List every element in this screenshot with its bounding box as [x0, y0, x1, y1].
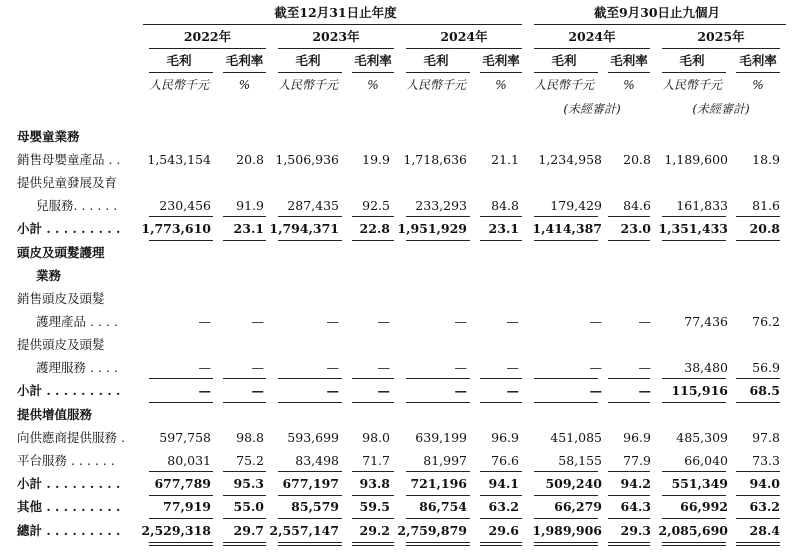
subtotal-rule [480, 216, 522, 217]
total-label: 總計 . . . . . . . . . [17, 523, 121, 538]
subtotal-value-cell: — [251, 383, 264, 398]
subtotal-rule [223, 402, 266, 403]
others-value-cell: 86,754 [419, 499, 467, 514]
value-cell: 161,833 [676, 198, 728, 213]
subtotal-rule [480, 495, 522, 496]
col-rule [406, 72, 470, 73]
row-label: 護理服務 . . . . [36, 360, 118, 375]
unit-percent: % [752, 78, 764, 92]
subtotal-value-cell: 115,916 [671, 383, 728, 398]
subtotal-value-cell: — [638, 383, 651, 398]
year-header: 2023年 [312, 29, 360, 44]
col-rule [278, 72, 342, 73]
value-cell: 76.2 [752, 314, 780, 329]
value-cell: 77,436 [684, 314, 728, 329]
unit-currency: 人民幣千元 [148, 78, 209, 92]
col-rule [534, 72, 598, 73]
subtotal-rule [534, 378, 598, 379]
value-cell: 485,309 [676, 430, 728, 445]
value-cell: — [198, 314, 211, 329]
row-label: 提供頭皮及頭髮 [17, 337, 105, 352]
total-double-rule [534, 542, 598, 546]
subtotal-rule [662, 378, 726, 379]
total-value-cell: 2,759,879 [397, 523, 467, 538]
subtotal-value-cell: — [198, 383, 211, 398]
header-rule [143, 24, 522, 25]
subtotal-value-cell: 23.1 [488, 221, 519, 236]
others-rule [662, 518, 726, 519]
row-label: 護理產品 . . . . [36, 314, 118, 329]
others-value-cell: 77,919 [163, 499, 211, 514]
total-double-rule [149, 542, 213, 546]
others-rule [608, 518, 650, 519]
total-double-rule [223, 542, 266, 546]
value-cell: — [198, 360, 211, 375]
subtotal-rule [278, 378, 342, 379]
subtotal-rule [406, 495, 470, 496]
subtotal-rule [406, 378, 470, 379]
subtotal-rule [608, 495, 650, 496]
col-gross-profit: 毛利 [551, 53, 577, 68]
subtotal-value-cell: 1,773,610 [141, 221, 211, 236]
value-cell: 96.9 [491, 430, 519, 445]
others-value-cell: 55.0 [233, 499, 264, 514]
value-cell: 21.1 [491, 152, 519, 167]
col-margin: 毛利率 [354, 53, 392, 68]
subtotal-value-cell: — [377, 383, 390, 398]
value-cell: 80,031 [167, 453, 211, 468]
subtotal-rule [662, 495, 726, 496]
subtotal-rule [534, 471, 598, 472]
col-rule [736, 72, 780, 73]
subtotal-label: 小計 . . . . . . . . . [17, 476, 121, 491]
others-rule [480, 518, 522, 519]
year-rule [662, 48, 780, 49]
subtotal-rule [608, 216, 650, 217]
value-cell: — [454, 360, 467, 375]
subtotal-rule [608, 240, 650, 241]
value-cell: 18.9 [752, 152, 780, 167]
unit-currency: 人民幣千元 [277, 78, 338, 92]
section-title: 頭皮及頭髮護理 [17, 245, 105, 260]
subtotal-rule [278, 216, 342, 217]
value-cell: 56.9 [752, 360, 780, 375]
subtotal-rule [736, 402, 780, 403]
row-label: 兒服務. . . . . . [36, 198, 118, 213]
subtotal-rule [736, 240, 780, 241]
value-cell: 91.9 [236, 198, 264, 213]
others-value-cell: 59.5 [359, 499, 390, 514]
subtotal-value-cell: 1,414,387 [532, 221, 602, 236]
subtotal-rule [406, 471, 470, 472]
subtotal-rule [534, 240, 598, 241]
subtotal-rule [223, 378, 266, 379]
row-label: 提供兒童發展及育 [17, 175, 118, 190]
unit-currency: 人民幣千元 [533, 78, 594, 92]
unit-percent: % [623, 78, 635, 92]
value-cell: 233,293 [415, 198, 467, 213]
total-double-rule [480, 542, 522, 546]
subtotal-rule [278, 471, 342, 472]
subtotal-rule [352, 495, 394, 496]
value-cell: 179,429 [550, 198, 602, 213]
subtotal-rule [736, 471, 780, 472]
subtotal-rule [352, 216, 394, 217]
subtotal-rule [223, 495, 266, 496]
unit-percent: % [495, 78, 507, 92]
value-cell: 81.6 [752, 198, 780, 213]
subtotal-value-cell: 1,794,371 [269, 221, 339, 236]
section-title: 母嬰童業務 [17, 129, 80, 144]
col-rule [223, 72, 266, 73]
subtotal-rule [352, 471, 394, 472]
subtotal-rule [480, 378, 522, 379]
others-value-cell: 64.3 [620, 499, 651, 514]
year-header: 2025年 [697, 29, 745, 44]
others-rule [352, 518, 394, 519]
year-rule [534, 48, 650, 49]
value-cell: — [251, 314, 264, 329]
col-rule [662, 72, 726, 73]
total-value-cell: 2,085,690 [658, 523, 728, 538]
subtotal-value-cell: 721,196 [410, 476, 467, 491]
col-margin: 毛利率 [225, 53, 264, 68]
subtotal-value-cell: 509,240 [545, 476, 602, 491]
subtotal-value-cell: — [589, 383, 602, 398]
subtotal-rule [278, 495, 342, 496]
year-rule [149, 48, 266, 49]
subtotal-rule [406, 240, 470, 241]
value-cell: 230,456 [159, 198, 211, 213]
row-label: 平台服務 . . . . . . [17, 453, 115, 468]
year-header: 2024年 [568, 29, 616, 44]
subtotal-rule [406, 216, 470, 217]
subtotal-rule [223, 216, 266, 217]
subtotal-value-cell: 93.8 [359, 476, 390, 491]
subtotal-rule [149, 240, 213, 241]
subtotal-rule [608, 402, 650, 403]
col-margin: 毛利率 [482, 53, 520, 68]
subtotal-value-cell: — [454, 383, 467, 398]
value-cell: 97.8 [752, 430, 780, 445]
header-rule [534, 24, 786, 25]
year-header: 2022年 [183, 29, 232, 44]
col-rule [352, 72, 394, 73]
subtotal-rule [736, 216, 780, 217]
total-value-cell: 29.6 [488, 523, 519, 538]
subtotal-rule [149, 378, 213, 379]
subtotal-rule [534, 495, 598, 496]
others-value-cell: 66,279 [554, 499, 602, 514]
subtotal-label: 小計 . . . . . . . . . [17, 383, 121, 398]
others-rule [149, 518, 213, 519]
subtotal-value-cell: — [506, 383, 519, 398]
value-cell: — [638, 360, 651, 375]
subtotal-rule [736, 495, 780, 496]
value-cell: 83,498 [295, 453, 339, 468]
value-cell: — [506, 360, 519, 375]
subtotal-rule [278, 402, 342, 403]
total-value-cell: 2,529,318 [141, 523, 211, 538]
total-double-rule [406, 542, 470, 546]
col-margin: 毛利率 [610, 53, 648, 68]
value-cell: 92.5 [362, 198, 390, 213]
value-cell: 1,506,936 [275, 152, 339, 167]
col-rule [480, 72, 522, 73]
col-margin: 毛利率 [739, 53, 777, 68]
value-cell: 58,155 [558, 453, 602, 468]
subtotal-value-cell: 23.1 [233, 221, 264, 236]
subtotal-rule [223, 240, 266, 241]
total-value-cell: 29.2 [359, 523, 390, 538]
value-cell: 98.0 [362, 430, 390, 445]
col-gross-profit: 毛利 [295, 53, 321, 68]
value-cell: — [326, 360, 339, 375]
subtotal-rule [608, 378, 650, 379]
subtotal-rule [480, 240, 522, 241]
value-cell: 1,234,958 [538, 152, 602, 167]
others-rule [406, 518, 470, 519]
subtotal-rule [352, 378, 394, 379]
value-cell: — [589, 360, 602, 375]
value-cell: 20.8 [236, 152, 264, 167]
value-cell: — [377, 360, 390, 375]
unit-currency: 人民幣千元 [405, 78, 466, 92]
subtotal-value-cell: 95.3 [233, 476, 264, 491]
row-label: 銷售母嬰童產品 . . [17, 152, 121, 167]
total-double-rule [352, 542, 394, 546]
value-cell: 20.8 [623, 152, 651, 167]
col-gross-profit: 毛利 [679, 53, 705, 68]
subtotal-value-cell: 551,349 [671, 476, 728, 491]
total-double-rule [662, 542, 726, 546]
value-cell: 66,040 [684, 453, 728, 468]
value-cell: 77.9 [623, 453, 651, 468]
subtotal-value-cell: — [326, 383, 339, 398]
subtotal-rule [352, 402, 394, 403]
subtotal-rule [406, 402, 470, 403]
subtotal-rule [608, 471, 650, 472]
subtotal-value-cell: 94.1 [488, 476, 519, 491]
subtotal-value-cell: 94.0 [749, 476, 780, 491]
subtotal-rule [662, 240, 726, 241]
subtotal-rule [149, 495, 213, 496]
total-value-cell: 2,557,147 [269, 523, 339, 538]
value-cell: 71.7 [362, 453, 390, 468]
subtotal-value-cell: 1,351,433 [658, 221, 728, 236]
value-cell: — [589, 314, 602, 329]
section-title: 提供增值服務 [17, 407, 93, 422]
subtotal-value-cell: 22.8 [359, 221, 390, 236]
others-label: 其他 . . . . . . . . . [17, 499, 121, 514]
subtotal-value-cell: 20.8 [749, 221, 780, 236]
others-value-cell: 63.2 [749, 499, 780, 514]
value-cell: — [326, 314, 339, 329]
year-header: 2024年 [440, 29, 488, 44]
others-rule [534, 518, 598, 519]
subtotal-value-cell: 94.2 [620, 476, 651, 491]
value-cell: 98.8 [236, 430, 264, 445]
value-cell: 639,199 [415, 430, 467, 445]
subtotal-rule [149, 402, 213, 403]
others-rule [223, 518, 266, 519]
year-rule [406, 48, 522, 49]
value-cell: 287,435 [287, 198, 339, 213]
total-double-rule [278, 542, 342, 546]
subtotal-rule [223, 471, 266, 472]
subtotal-value-cell: 1,951,929 [397, 221, 467, 236]
unaudited-note: (未經審計) [563, 102, 621, 116]
subtotal-label: 小計 . . . . . . . . . [17, 221, 121, 236]
value-cell: 75.2 [236, 453, 264, 468]
value-cell: 76.6 [491, 453, 519, 468]
section-title: 業務 [36, 268, 62, 283]
others-rule [278, 518, 342, 519]
value-cell: 38,480 [684, 360, 728, 375]
header-annual-period: 截至12月31日止年度 [274, 5, 397, 20]
value-cell: 1,543,154 [147, 152, 211, 167]
total-value-cell: 29.3 [620, 523, 651, 538]
others-value-cell: 85,579 [291, 499, 339, 514]
col-rule [608, 72, 650, 73]
subtotal-rule [480, 402, 522, 403]
col-gross-profit: 毛利 [166, 53, 192, 68]
value-cell: 593,699 [287, 430, 339, 445]
subtotal-value-cell: 677,197 [282, 476, 339, 491]
others-rule [736, 518, 780, 519]
col-rule [149, 72, 213, 73]
col-gross-profit: 毛利 [423, 53, 449, 68]
subtotal-rule [352, 240, 394, 241]
total-double-rule [608, 542, 650, 546]
value-cell: — [638, 314, 651, 329]
value-cell: — [454, 314, 467, 329]
value-cell: 19.9 [362, 152, 390, 167]
subtotal-rule [149, 471, 213, 472]
value-cell: 73.3 [752, 453, 780, 468]
unit-percent: % [367, 78, 379, 92]
value-cell: 84.6 [623, 198, 651, 213]
row-label: 銷售頭皮及頭髮 [17, 291, 105, 306]
subtotal-value-cell: 23.0 [620, 221, 651, 236]
subtotal-rule [736, 378, 780, 379]
unit-currency: 人民幣千元 [661, 78, 722, 92]
value-cell: 597,758 [159, 430, 211, 445]
unaudited-note: (未經審計) [692, 102, 750, 116]
value-cell: 84.8 [491, 198, 519, 213]
subtotal-rule [534, 216, 598, 217]
subtotal-rule [149, 216, 213, 217]
row-label: 向供應商提供服務 . [17, 430, 125, 445]
value-cell: 96.9 [623, 430, 651, 445]
subtotal-rule [278, 240, 342, 241]
subtotal-value-cell: 68.5 [749, 383, 780, 398]
others-value-cell: 63.2 [488, 499, 519, 514]
subtotal-rule [662, 216, 726, 217]
year-rule [278, 48, 394, 49]
subtotal-rule [534, 402, 598, 403]
total-double-rule [736, 542, 780, 546]
value-cell: — [506, 314, 519, 329]
header-interim-period: 截至9月30日止九個月 [593, 5, 721, 20]
others-value-cell: 66,992 [680, 499, 728, 514]
subtotal-rule [480, 471, 522, 472]
subtotal-rule [662, 471, 726, 472]
value-cell: 81,997 [423, 453, 467, 468]
value-cell: 1,718,636 [403, 152, 467, 167]
value-cell: 1,189,600 [664, 152, 728, 167]
unit-percent: % [238, 78, 251, 92]
value-cell: — [251, 360, 264, 375]
subtotal-rule [662, 402, 726, 403]
value-cell: 451,085 [550, 430, 602, 445]
total-value-cell: 29.7 [233, 523, 264, 538]
total-value-cell: 1,989,906 [532, 523, 602, 538]
subtotal-value-cell: 677,789 [154, 476, 211, 491]
value-cell: — [377, 314, 390, 329]
total-value-cell: 28.4 [749, 523, 780, 538]
